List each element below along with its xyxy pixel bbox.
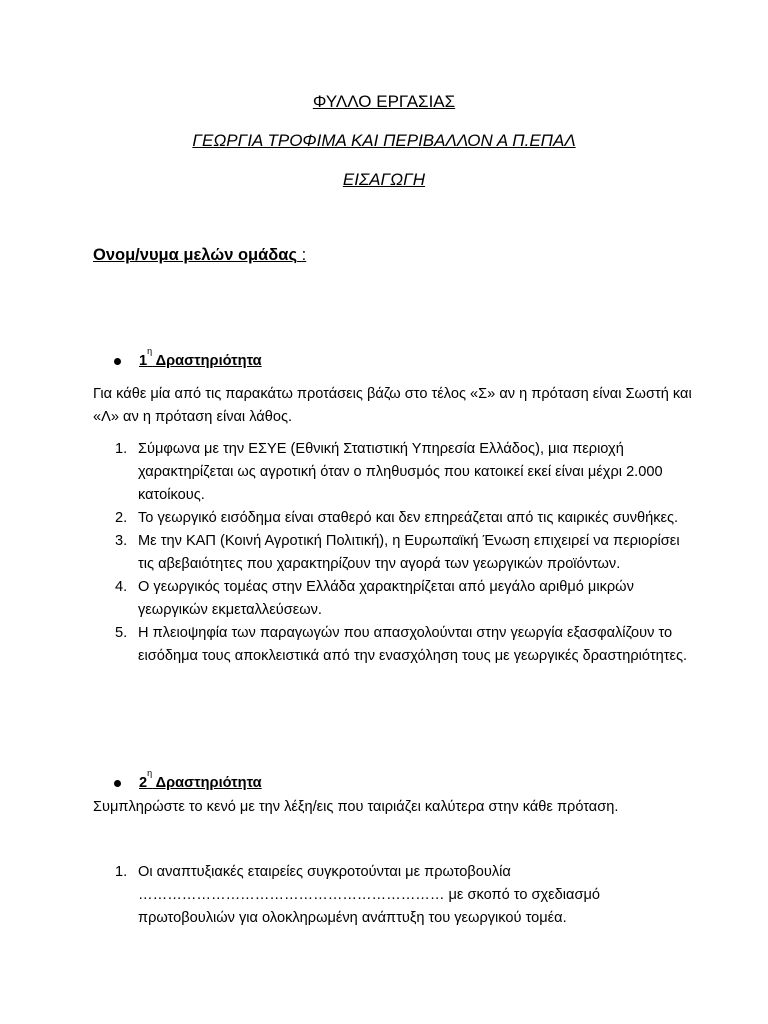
list-item: 1. Σύμφωνα με την ΕΣΥΕ (Εθνική Στατιστική Υπηρεσία Ελλάδος), μια περιοχή χαρακτηρίζεται ως αγροτική όταν ο πληθυσμός που κατοικεί εκεί είναι μέχρι 2.000 κατοίκους. (115, 441, 663, 503)
activity-1-label: $1^\eta$ Δραστηριότητα (139, 346, 262, 369)
bullet-icon (114, 358, 121, 365)
course-subtitle: ΓΕΩΡΓΙΑ ΤΡΟΦΙΜΑ ΚΑΙ ΠΕΡΙΒΑΛΛΟΝ Α Π.ΕΠΑΛ (192, 131, 576, 150)
activity-2-heading (114, 768, 262, 795)
group-members-label (93, 244, 306, 267)
worksheet-title: ΦΥΛΛΟ ΕΡΓΑΣΙΑΣ (312, 92, 456, 111)
section-heading: ΕΙΣΑΓΩΓΗ (342, 170, 426, 189)
list-item: 4. Ο γεωργικός τομέας στην Ελλάδα χαρακτηρίζεται από μεγάλο αριθμό μικρών γεωργικών εκμεταλλεύσεων. (115, 579, 634, 618)
list-item: 1. Οι αναπτυξιακές εταιρείες συγκροτούνται με πρωτοβουλία ……………………………………………………… με σκοπό το σχεδιασμό πρωτοβουλιών για ολοκληρωμένη ανάπτυξη του γεωργικού τομέα. (115, 864, 601, 926)
activity-2-label: $2^\eta$ Δραστηριότητα (139, 768, 262, 791)
list-item: 3. Με την ΚΑΠ (Κοινή Αγροτική Πολιτική), η Ευρωπαϊκή Ένωση επιχειρεί να περιορίσει τις αβεβαιότητες που χαρακτηρίζουν την αγορά των γεωργικών προϊόντων. (115, 533, 680, 572)
list-item: 2. Το γεωργικό εισόδημα είναι σταθερό και δεν επηρεάζεται από τις καιρικές συνθήκες. (115, 510, 679, 526)
group-members-colon: : (301, 246, 307, 264)
activity-1-list (93, 438, 693, 668)
list-item: 5. Η πλειοψηφία των παραγωγών που απασχολούνται στην γεωργία εξασφαλίζουν το εισόδημα τους αποκλειστικά από την ενασχόληση τους με γεωργικές δραστηριότητες. (115, 625, 688, 664)
activity-1-heading (114, 346, 262, 373)
activity-2-list (93, 861, 693, 930)
activity-1-instructions: Για κάθε μία από τις παρακάτω προτάσεις βάζω στο τέλος «Σ» αν η πρόταση είναι Σωστή και «Λ» αν η πρόταση είναι λάθος. (93, 386, 692, 425)
bullet-icon (114, 780, 121, 787)
group-members-text: Ονομ/νυμα μελών ομάδας (93, 246, 298, 264)
activity-2-instructions: Συμπληρώστε το κενό με την λέξη/εις που ταιριάζει καλύτερα στην κάθε πρόταση. (93, 799, 619, 815)
